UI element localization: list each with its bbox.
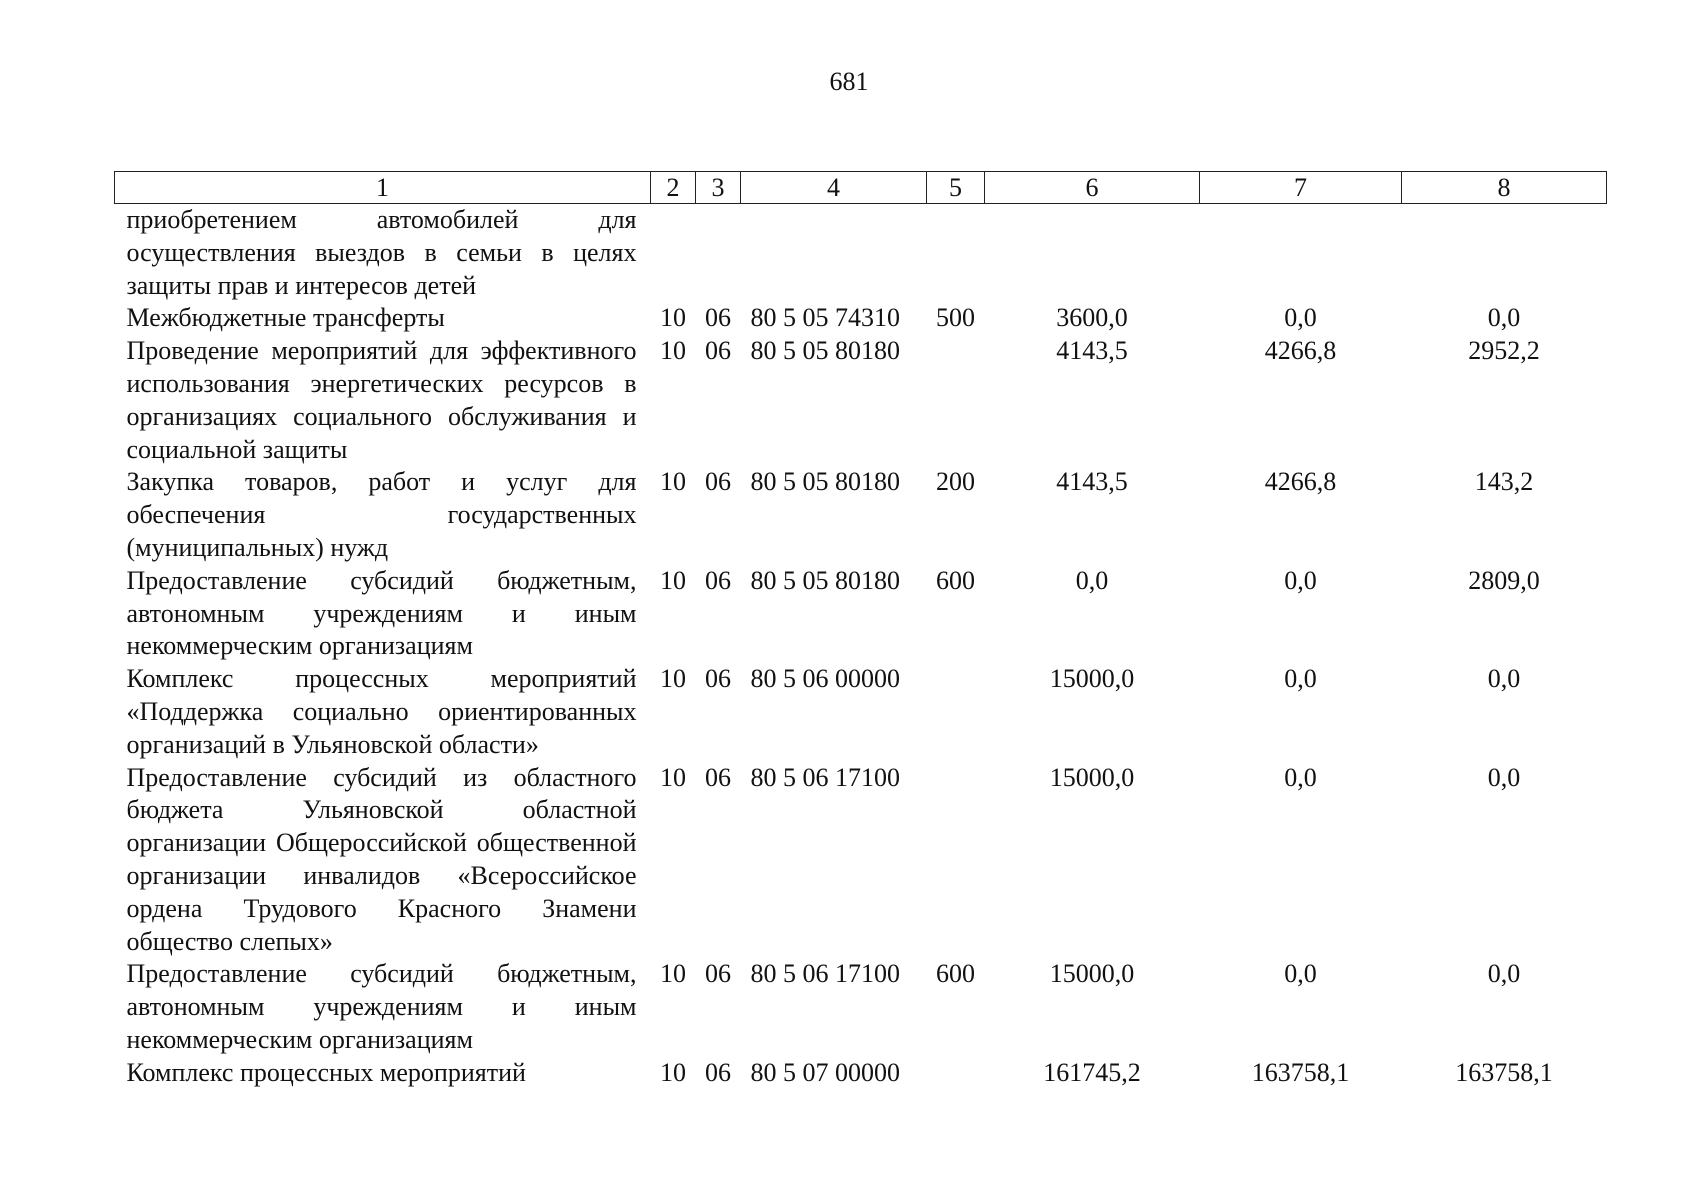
subsection-code: 06: [705, 664, 731, 694]
amount-col8: 0,0: [1487, 762, 1521, 792]
table-row: [115, 466, 1607, 564]
amount-col7: 0,0: [1284, 565, 1317, 595]
row-description: Комплекс процессных мероприятий «Поддержка социально ориентированных организаций в Ульяновской области»: [126, 664, 637, 759]
table-row: [115, 663, 1607, 761]
target-article-code: 80 5 06 17100: [750, 762, 900, 792]
amount-col7: 4266,8: [1264, 336, 1337, 366]
amount-col6: 3600,0: [1056, 303, 1128, 333]
subsection-code: [696, 204, 741, 303]
row-description: Предоставление субсидий бюджетным, автономным учреждениям и иным некоммерческим организациям: [126, 959, 637, 1054]
expense-type-code: 200: [936, 467, 975, 497]
budget-table: [114, 171, 1607, 1090]
column-header: 7: [1200, 172, 1402, 204]
amount-col8: 2952,2: [1468, 336, 1540, 366]
amount-col6: 15000,0: [1049, 959, 1135, 989]
target-article-code: 80 5 05 80180: [750, 467, 900, 497]
section-code: 10: [660, 1057, 686, 1087]
row-description: приобретением автомобилей для осуществления выездов в семьи в целях защиты прав и интересов детей: [126, 205, 637, 300]
table-row: [115, 302, 1607, 335]
section-code: 10: [660, 565, 686, 595]
section-code: 10: [660, 762, 686, 792]
section-code: 10: [660, 959, 686, 989]
row-description: Предоставление субсидий бюджетным, автономным учреждениям и иным некоммерческим организациям: [126, 565, 637, 661]
subsection-code: 06: [705, 336, 731, 366]
amount-col6: 4143,5: [1056, 467, 1128, 497]
column-header: 1: [115, 172, 651, 204]
section-code: 10: [660, 336, 686, 366]
amount-col6: [985, 204, 1200, 303]
section-code: 10: [660, 664, 686, 694]
column-header: 8: [1402, 172, 1607, 204]
column-header: 3: [696, 172, 741, 204]
amount-col7: [1200, 204, 1402, 303]
subsection-code: 06: [705, 1057, 731, 1087]
table-row: [115, 762, 1607, 959]
column-header: 4: [741, 172, 927, 204]
section-code: 10: [660, 303, 686, 333]
row-description: Закупка товаров, работ и услуг для обеспечения государственных (муниципальных) нужд: [126, 467, 637, 562]
row-description: Проведение мероприятий для эффективного использования энергетических ресурсов в организациях социального обслуживания и социальной защиты: [126, 336, 637, 464]
row-description: Предоставление субсидий из областного бюджета Ульяновской областной организации Общероссийской общественной организации инвалидов «Всероссийское ордена Трудового Красного Знамени общество слепых»: [126, 762, 637, 956]
target-article-code: 80 5 06 00000: [750, 664, 900, 694]
target-article-code: 80 5 05 80180: [750, 336, 900, 366]
table-row: [115, 1057, 1607, 1090]
target-article-code: 80 5 07 00000: [750, 1057, 900, 1087]
column-header: 2: [651, 172, 696, 204]
column-number-row: [115, 172, 1607, 204]
amount-col8: 2809,0: [1468, 565, 1540, 595]
amount-col6: 4143,5: [1056, 336, 1128, 366]
amount-col8: [1402, 204, 1607, 303]
amount-col7: 0,0: [1284, 762, 1317, 792]
amount-col7: 0,0: [1284, 959, 1317, 989]
amount-col7: 0,0: [1284, 303, 1317, 333]
row-description: Комплекс процессных мероприятий: [126, 1057, 526, 1087]
amount-col8: 0,0: [1487, 959, 1521, 989]
target-article-code: 80 5 05 80180: [750, 565, 900, 595]
expense-type-code: [927, 762, 985, 959]
expense-type-code: [927, 204, 985, 303]
amount-col6: 15000,0: [1049, 664, 1135, 694]
subsection-code: 06: [705, 565, 731, 595]
subsection-code: 06: [705, 959, 731, 989]
table-row: [115, 958, 1607, 1056]
amount-col7: 0,0: [1284, 664, 1317, 694]
expense-type-code: [927, 335, 985, 466]
amount-col8: 0,0: [1487, 303, 1521, 333]
amount-col7: 163758,1: [1251, 1057, 1350, 1087]
expense-type-code: [927, 1057, 985, 1090]
column-header: 6: [985, 172, 1200, 204]
subsection-code: 06: [705, 762, 731, 792]
column-header: 5: [927, 172, 985, 204]
amount-col8: 0,0: [1487, 664, 1521, 694]
expense-type-code: 500: [936, 303, 975, 333]
amount-col6: 161745,2: [1043, 1057, 1141, 1087]
row-description: Межбюджетные трансферты: [126, 303, 445, 333]
subsection-code: 06: [705, 303, 731, 333]
table-row: [115, 204, 1607, 303]
section-code: 10: [660, 467, 686, 497]
target-article-code: 80 5 06 17100: [750, 959, 900, 989]
expense-type-code: [927, 663, 985, 761]
amount-col8: 143,2: [1474, 467, 1534, 497]
target-article-code: [741, 204, 927, 303]
target-article-code: 80 5 05 74310: [750, 303, 900, 333]
amount-col8: 163758,1: [1455, 1057, 1553, 1087]
expense-type-code: 600: [936, 959, 975, 989]
expense-type-code: 600: [936, 565, 975, 595]
amount-col7: 4266,8: [1264, 467, 1337, 497]
amount-col6: 0,0: [1075, 565, 1109, 595]
amount-col6: 15000,0: [1049, 762, 1135, 792]
table-row: [115, 565, 1607, 663]
subsection-code: 06: [705, 467, 731, 497]
page-number: 681: [829, 67, 869, 96]
table-row: [115, 335, 1607, 466]
section-code: [651, 204, 696, 303]
